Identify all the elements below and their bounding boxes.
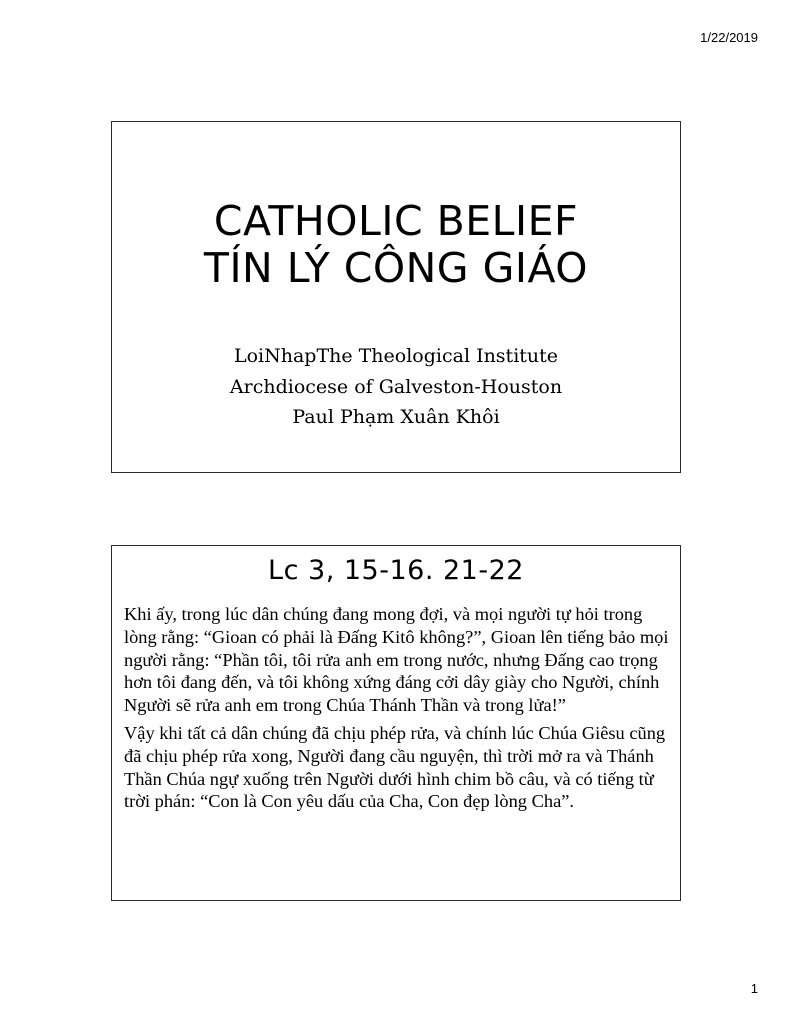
subtitle-archdiocese: Archdiocese of Galveston-Houston <box>229 375 563 398</box>
scripture-slide <box>111 545 681 901</box>
scripture-reference: Lc 3, 15-16. 21-22 <box>268 555 524 586</box>
scripture-text <box>124 603 672 818</box>
title-line-english: CATHOLIC BELIEF <box>213 197 579 245</box>
title-line-vietnamese: TÍN LÝ CÔNG GIÁO <box>203 244 589 292</box>
subtitle-author: Paul Phạm Xuân Khôi <box>292 406 500 428</box>
slide-subtitle <box>112 341 680 433</box>
print-date: 1/22/2019 <box>700 30 758 45</box>
scripture-paragraph: Vậy khi tất cả dân chúng đã chịu phép rửa, và chính lúc Chúa Giêsu cũng đã chịu phép rửa xong, Người đang cầu nguyện, thì trời mở ra và Thánh Thần Chúa ngự xuống trên Người dưới hình chim bồ câu, và có tiếng từ trời phán: “Con là Con yêu dấu của Cha, Con đẹp lòng Cha”. <box>124 722 666 812</box>
page-number: 1 <box>750 981 758 996</box>
slide-title <box>112 198 680 292</box>
subtitle-institute: LoiNhapThe Theological Institute <box>233 345 559 367</box>
title-slide <box>111 121 681 473</box>
scripture-paragraph: Khi ấy, trong lúc dân chúng đang mong đợi, và mọi người tự hỏi trong lòng rằng: “Gioan có phải là Đấng Kitô không?”, Gioan lên tiếng bảo mọi người rằng: “Phần tôi, tôi rửa anh em trong nước, nhưng Đấng cao trọng hơn tôi đang đến, và tôi không xứng đáng cởi dây giày cho Người, chính Người sẽ rửa anh em trong Chúa Thánh Thần và trong lửa!” <box>124 604 669 716</box>
